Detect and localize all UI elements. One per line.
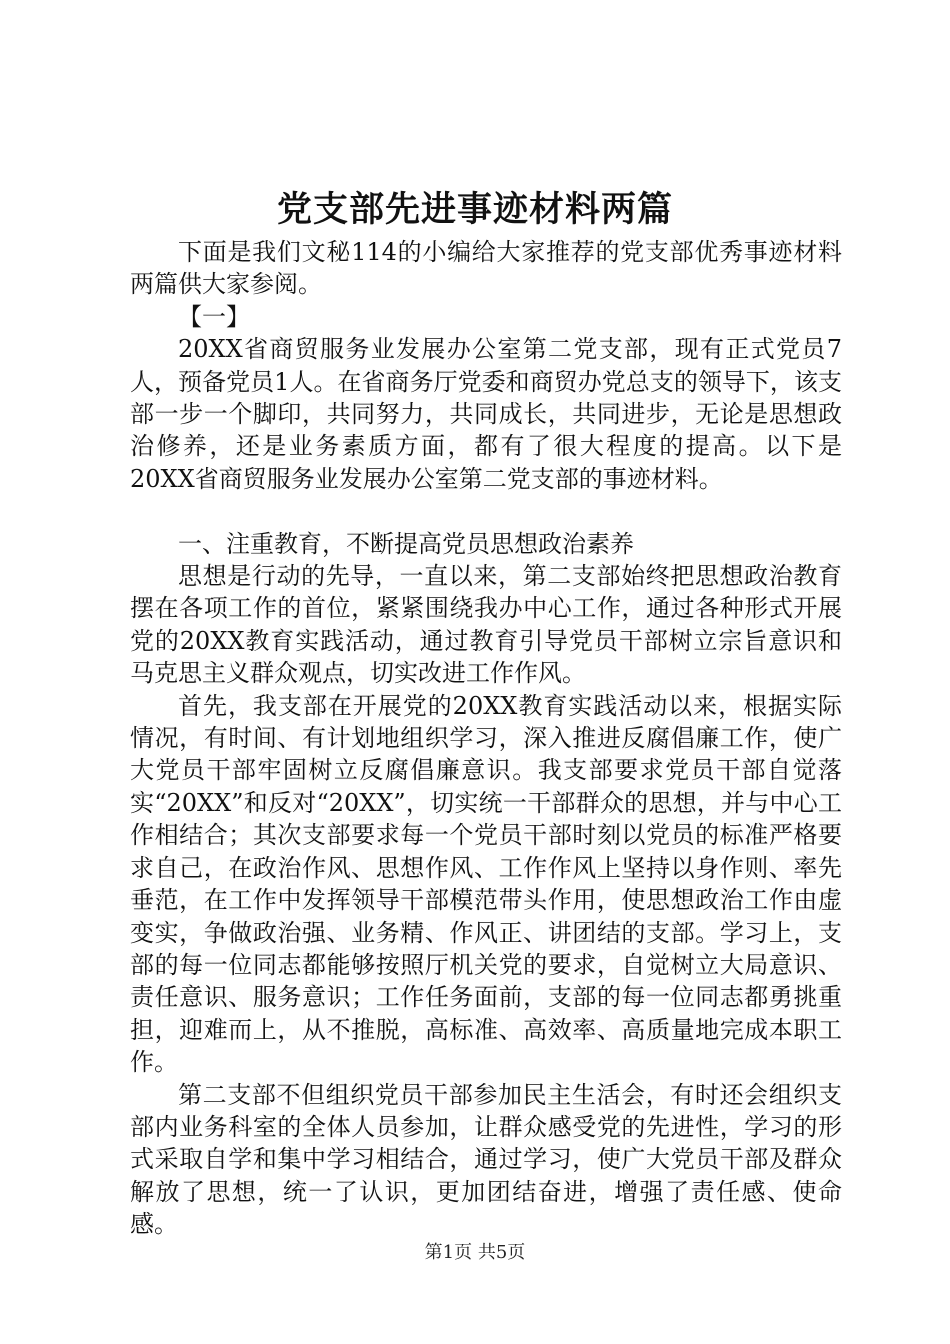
paragraph-first: 首先，我支部在开展党的20XX教育实践活动以来，根据实际情况，有时间、有计划地组织学习，深入推进反腐倡廉工作，使广大党员干部牢固树立反腐倡廉意识。我支部要求党员干部自觉落实“20XX”和反对“20XX”，切实统一干部群众的思想，并与中心工作相结合；其次支部要求每一个党员干部时刻以党员的标准严格要求自己，在政治作风、思想作风、工作作风上坚持以身作则、率先垂范，在工作中发挥领导干部模范带头作用，使思想政治工作由虚变实，争做政治强、业务精、作风正、讲团结的支部。学习上，支部的每一位同志都能够按照厅机关党的要求，自觉树立大局意识、责任意识、服务意识；工作任务面前，支部的每一位同志都勇挑重担，迎难而上，从不推脱，高标准、高效率、高质量地完成本职工作。 <box>130 691 842 1077</box>
section-heading: 一、注重教育，不断提高党员思想政治素养 <box>178 529 634 558</box>
paragraph-overview: 20XX省商贸服务业发展办公室第二党支部，现有正式党员7人，预备党员1人。在省商务厅党委和商贸办党总支的领导下，该支部一步一个脚印，共同努力，共同成长，共同进步，无论是思想政治修养，还是业务素质方面，都有了很大程度的提高。以下是20XX省商贸服务业发展办公室第二党支部的事迹材料。 <box>130 335 842 493</box>
section-marker: 【一】 <box>178 302 250 331</box>
intro-paragraph: 下面是我们文秘114的小编给大家推荐的党支部优秀事迹材料两篇供大家参阅。 <box>130 238 842 299</box>
paragraph-education: 思想是行动的先导，一直以来，第二支部始终把思想政治教育摆在各项工作的首位，紧紧围绕我办中心工作，通过各种形式开展党的20XX教育实践活动，通过教育引导党员干部树立宗旨意识和马克思主义群众观点，切实改进工作作风。 <box>130 562 842 688</box>
document-body <box>130 236 842 1241</box>
paragraph-second-branch: 第二支部不但组织党员干部参加民主生活会，有时还会组织支部内业务科室的全体人员参加，让群众感受党的先进性，学习的形式采取自学和集中学习相结合，通过学习，使广大党员干部及群众解放了思想，统一了认识，更加团结奋进，增强了责任感、使命感。 <box>130 1080 842 1239</box>
document-title: 党支部先进事迹材料两篇 <box>276 189 673 230</box>
blank-line <box>130 495 842 527</box>
page-footer: 第1页 共5页 <box>424 1242 526 1263</box>
